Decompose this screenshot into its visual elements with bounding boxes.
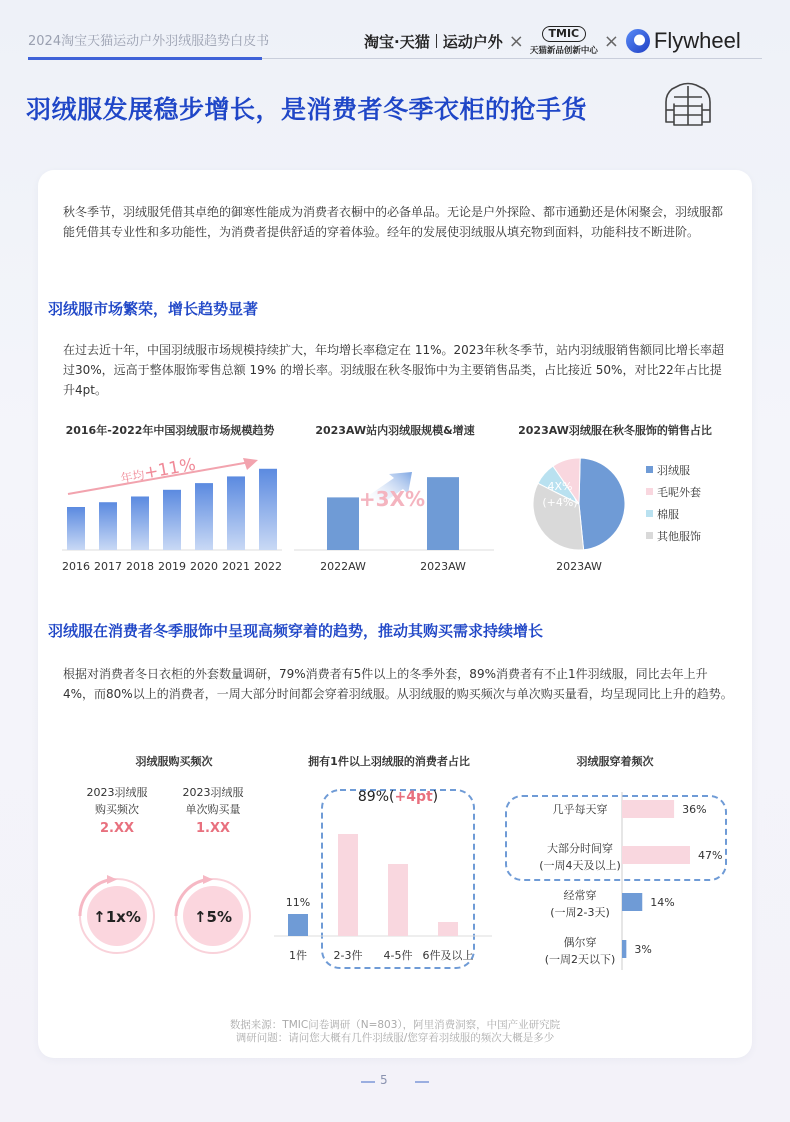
header-logos [364, 26, 741, 56]
bar-2017 [99, 502, 117, 550]
bar-大部分时间穿 [622, 846, 690, 864]
report-title: 2024淘宝天猫运动户外羽绒服趋势白皮书 [28, 34, 270, 49]
legend-swatch [646, 488, 653, 495]
category-label: 偶尔穿 [563, 936, 597, 949]
wearing-frequency-bar-chart [500, 776, 740, 972]
data-source: 数据来源：TMIC问卷调研（N=803），阿里消费洞察，中国产业研究院 [229, 1019, 561, 1031]
cagr-prefix: 年均 [119, 467, 146, 486]
section2-title: 羽绒服在消费者冬季服饰中呈现高频穿着的趋势，推动其购买需求持续增长 [48, 622, 544, 640]
cross-icon: × [508, 30, 524, 52]
share-annotation-change: +4pt [394, 789, 433, 805]
tick-label: 2016 [62, 560, 90, 573]
section2-paragraph: 根据对消费者冬日衣柜的外套数量调研，79%消费者有5件以上的冬季外套，89%消费者有不止1件羽绒服，同比去年上升4%，而80%以上的消费者，一周大部分时间都会穿着羽绒服。从羽绒服的购买频次与单次购买量看，均呈现同比上升的趋势。 [63, 667, 733, 701]
tick-label: 1件 [289, 949, 307, 962]
category-sublabel: (一周2-3天) [550, 906, 610, 919]
category-label: 大部分时间穿 [547, 842, 613, 855]
stat-value: 2.XX [99, 821, 135, 836]
data-label: 3% [634, 943, 652, 956]
flywheel-logo [625, 28, 741, 54]
cagr-value: +11% [142, 454, 198, 484]
tick-label: 2020 [190, 560, 218, 573]
bar-2023AW [427, 477, 459, 550]
purchase-frequency-stats [60, 776, 286, 976]
cagr-annotation [119, 455, 197, 488]
bar-2019 [163, 490, 181, 550]
page-number-dash [361, 1081, 375, 1083]
stat-label-line2: 购买频次 [95, 803, 139, 816]
tmic-badge: TMIC [542, 26, 587, 42]
intro-paragraph: 秋冬季节，羽绒服凭借其卓绝的御寒性能成为消费者衣橱中的必备单品。无论是户外探险、都市通勤还是休闲聚会，羽绒服都能凭借其专业性和多功能性，为消费者提供舒适的穿着体验。经年的发展使羽绒服从填充物到面料，功能科技不断进阶。 [63, 205, 724, 239]
share-annotation [358, 789, 438, 805]
aw-scale-bar-chart [290, 446, 500, 578]
chart4-title: 羽绒服购买频次 [135, 755, 213, 768]
survey-question: 调研问题：请问您大概有几件羽绒服/您穿着羽绒服的频次大概是多少 [235, 1032, 555, 1044]
pie-slice-羽绒服 [579, 458, 625, 550]
bar-1件 [288, 914, 308, 936]
pie-x-label: 2023AW [556, 560, 602, 573]
bar-4-5件 [388, 864, 408, 936]
data-label: 11% [285, 896, 311, 909]
data-label: 36% [682, 803, 707, 816]
category-sublabel: (一周2天以下) [544, 953, 616, 966]
bar-几乎每天穿 [622, 800, 674, 818]
tick-label: 2023AW [420, 560, 466, 573]
bar-2022 [259, 469, 277, 550]
bar-偶尔穿 [622, 940, 626, 958]
slice-label-change: (+4%) [542, 496, 578, 509]
chart3-title: 2023AW羽绒服在秋冬服饰的销售占比 [518, 424, 712, 437]
bar-2018 [131, 496, 149, 550]
tick-label: 4-5件 [383, 949, 413, 962]
legend-swatch [646, 532, 653, 539]
stat-ring-arrow-head [203, 875, 213, 884]
share-annotation-close: ) [432, 789, 439, 805]
category-label: 经常穿 [563, 889, 597, 902]
tick-label: 2022 [254, 560, 282, 573]
tick-label: 2017 [94, 560, 122, 573]
legend-label: 羽绒服 [657, 464, 690, 477]
legend-label: 其他服饰 [657, 530, 701, 543]
legend-swatch [646, 466, 653, 473]
trend-arrow-head [243, 458, 258, 470]
bar-2022AW [327, 497, 359, 550]
bar-2020 [195, 483, 213, 550]
ownership-bar-chart [270, 776, 496, 972]
section1-title: 羽绒服市场繁荣，增长趋势显著 [48, 300, 259, 318]
stat-change: ↑5% [193, 908, 233, 926]
legend-label: 毛呢外套 [657, 486, 701, 499]
data-label: 14% [650, 896, 675, 909]
bar-2021 [227, 476, 245, 550]
header-accent-bar [28, 57, 262, 60]
growth-annotation: +3X% [358, 487, 426, 511]
tick-label: 6件及以上 [422, 949, 474, 962]
legend-swatch [646, 510, 653, 517]
stat-label-line1: 2023羽绒服 [182, 786, 244, 799]
tmic-logo [530, 26, 598, 56]
chart5-title: 拥有1件以上羽绒服的消费者占比 [308, 755, 470, 768]
data-label: 47% [698, 849, 723, 862]
section1-paragraph: 在过去近十年，中国羽绒服市场规模持续扩大，年均增长率稳定在 11%。2023年秋冬季节，站内羽绒服销售额同比增长率超过30%，远高于整体服饰零售总额 19% 的增长率。羽绒服在秋冬服饰中为主要销售品类，占比接近 50%，对比22年占比提升4pt。 [63, 343, 725, 397]
page-number-dash [415, 1081, 429, 1083]
stat-value: 1.XX [195, 821, 231, 836]
chart1-title: 2016年-2022年中国羽绒服市场规模趋势 [65, 424, 275, 437]
tick-label: 2022AW [320, 560, 366, 573]
bar-6件及以上 [438, 922, 458, 936]
footer-note [38, 1019, 752, 1045]
share-annotation-main: 89%( [357, 789, 395, 805]
tick-label: 2018 [126, 560, 154, 573]
outdoor-logo: 运动户外 [442, 32, 503, 51]
chart2-title: 2023AW站内羽绒服规模&增速 [315, 424, 475, 437]
taobao-tmall-logo: 淘宝·天猫 [364, 32, 430, 51]
tick-label: 2021 [222, 560, 250, 573]
stat-label-line1: 2023羽绒服 [86, 786, 148, 799]
tmic-name: 天猫新品创新中心 [529, 46, 598, 56]
stat-change: ↑1x% [93, 908, 141, 926]
slice-label-value: 4X% [547, 480, 573, 493]
market-size-bar-chart [58, 446, 286, 578]
stat-label-line2: 单次购买量 [185, 803, 241, 816]
cross-icon: × [603, 30, 619, 52]
bar-2-3件 [338, 834, 358, 936]
category-sublabel: (一周4天及以上) [539, 859, 621, 872]
bar-经常穿 [622, 893, 642, 911]
sales-share-pie-chart [520, 446, 740, 578]
category-label: 几乎每天穿 [552, 803, 608, 816]
legend-label: 棉服 [657, 508, 679, 521]
down-jacket-icon [662, 80, 714, 128]
bar-2016 [67, 507, 85, 550]
flywheel-wordmark: Flywheel [653, 28, 741, 53]
flywheel-icon [625, 28, 651, 54]
stat-ring-arrow-head [107, 875, 117, 884]
tick-label: 2-3件 [333, 949, 363, 962]
tick-label: 2019 [158, 560, 186, 573]
logo-divider [436, 34, 437, 48]
chart6-title: 羽绒服穿着频次 [576, 755, 654, 768]
page-number: 5 [380, 1073, 388, 1087]
page-title: 羽绒服发展稳步增长，是消费者冬季衣柜的抢手货 [26, 95, 588, 124]
